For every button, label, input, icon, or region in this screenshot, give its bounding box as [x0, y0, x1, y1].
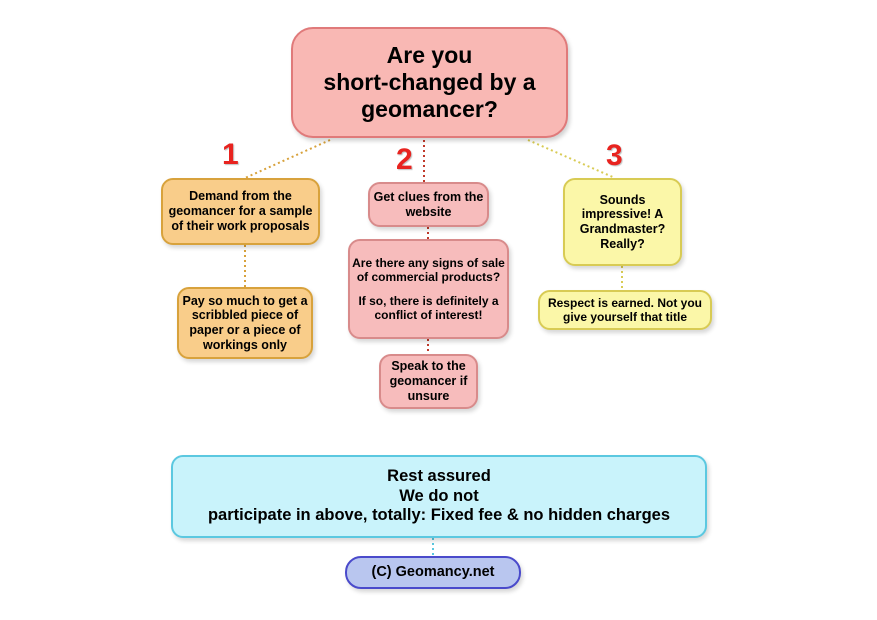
title-line-1: Are you [386, 41, 473, 68]
footer-line-3: participate in above, totally: Fixed fee & no hidden charges [207, 506, 671, 525]
col2-box-commercial-products [348, 239, 509, 339]
col3-box-grandmaster [563, 178, 682, 266]
col2-box1-text: Get clues from the website [373, 189, 484, 219]
title-line-2: short-changed by a [323, 68, 536, 95]
footer-banner [171, 455, 707, 538]
copyright-text: (C) Geomancy.net [371, 563, 495, 580]
col2-box2-text-2: If so, there is definitely a conflict of interest! [358, 294, 499, 323]
step-number-3: 3 [606, 139, 623, 172]
copyright-badge[interactable] [345, 556, 521, 589]
col2-box2-text-1: Are there any signs of sale of commercial products? [352, 255, 505, 284]
col3-box2-text: Respect is earned. Not you give yourself that title [547, 295, 703, 324]
title-node [291, 27, 568, 138]
connector-title-to-col3 [528, 140, 615, 178]
title-line-3: geomancer? [361, 96, 498, 123]
col3-box-respect-earned [538, 290, 712, 330]
col1-box1-text: Demand from the geomancer for a sample of their work proposals [168, 189, 313, 233]
col2-box-get-clues [368, 182, 489, 227]
step-number-1: 1 [222, 138, 239, 171]
col2-box-speak-to-geomancer [379, 354, 478, 409]
col1-box-demand-sample [161, 178, 320, 245]
footer-line-1: Rest assured [387, 467, 491, 486]
connector-title-to-col1 [245, 140, 330, 178]
step-number-2: 2 [396, 143, 413, 176]
col1-box2-text: Pay so much to get a scribbled piece of paper or a piece of workings only [182, 293, 308, 352]
footer-line-2: We do not [399, 486, 479, 505]
col2-box3-text: Speak to the geomancer if unsure [389, 359, 468, 403]
col3-box1-text: Sounds impressive! A Grandmaster? Really? [579, 192, 666, 251]
col1-box-scribbled-paper [177, 287, 313, 359]
